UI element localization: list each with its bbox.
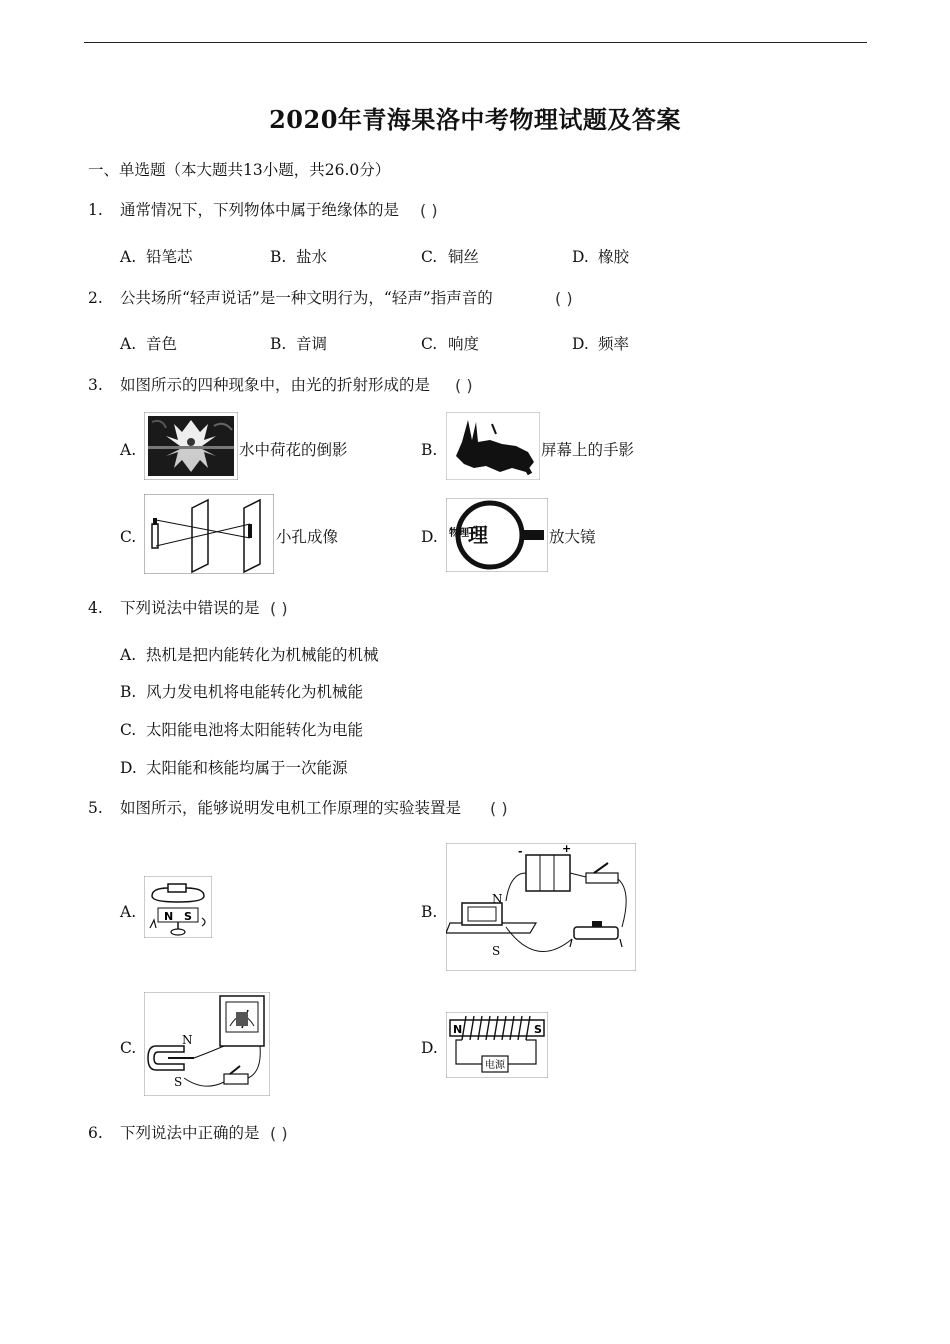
magnet-south-label: S (174, 1075, 183, 1089)
answer-paren: ( ) (420, 201, 438, 220)
q5-option-a-letter: A. (120, 903, 137, 921)
question-6-number: 6. (88, 1124, 103, 1142)
q1-option-d-letter: D. (572, 248, 589, 266)
section-heading: 一、单选题（本大题共13小题，共26.0分） (88, 161, 391, 179)
answer-paren: ( ) (270, 1124, 288, 1143)
needle-south-label: S (184, 910, 192, 923)
q3-option-c-letter: C. (120, 528, 137, 546)
answer-paren: ( ) (455, 376, 473, 395)
q1-option-c-letter: C. (421, 248, 438, 266)
battery-minus-label: - (518, 845, 523, 858)
q2-option-d-text: 频率 (598, 335, 630, 353)
question-5-stem: 如图所示，能够说明发电机工作原理的实验装置是 (120, 799, 462, 817)
q4-option-c-text: 太阳能电池将太阳能转化为电能 (146, 721, 364, 739)
question-2-stem: 公共场所“轻声说话”是一种文明行为，“轻声”指声音的 (120, 289, 493, 307)
q3-option-d-letter: D. (421, 528, 438, 546)
magnet-north-label: N (492, 892, 503, 906)
q4-option-b-letter: B. (120, 683, 137, 701)
q1-option-b-text: 盐水 (296, 248, 328, 266)
electromagnet-north-label: N (453, 1023, 463, 1036)
q3-option-d-text: 放大镜 (549, 528, 596, 546)
q2-option-b-text: 音调 (296, 335, 328, 353)
power-source-label: 电源 (485, 1060, 505, 1071)
q5-option-b-letter: B. (421, 903, 438, 921)
q1-option-b-letter: B. (270, 248, 287, 266)
question-3-stem: 如图所示的四种现象中，由光的折射形成的是 (120, 376, 431, 394)
question-6-stem: 下列说法中正确的是 (120, 1124, 260, 1142)
q3-option-c-text: 小孔成像 (276, 528, 339, 546)
header-rule (84, 42, 867, 43)
q3-option-a-letter: A. (120, 441, 137, 459)
electromagnet-image (446, 1012, 548, 1078)
oersted-experiment-image (144, 876, 212, 938)
q2-option-b-letter: B. (270, 335, 287, 353)
answer-paren: ( ) (555, 289, 573, 308)
q3-option-a-text: 水中荷花的倒影 (239, 441, 348, 459)
electromagnet-south-label: S (534, 1023, 542, 1036)
q1-option-d-text: 橡胶 (598, 248, 630, 266)
motor-experiment-image (446, 843, 636, 971)
q2-option-a-letter: A. (120, 335, 137, 353)
question-2-number: 2. (88, 289, 103, 307)
question-1-number: 1. (88, 201, 103, 219)
q4-option-d-text: 太阳能和核能均属于一次能源 (146, 759, 348, 777)
q4-option-c-letter: C. (120, 721, 137, 739)
q1-option-a-letter: A. (120, 248, 137, 266)
question-5-number: 5. (88, 799, 103, 817)
question-4-stem: 下列说法中错误的是 (120, 599, 260, 617)
q5-option-c-letter: C. (120, 1039, 137, 1057)
q1-option-a-text: 铅笔芯 (146, 248, 193, 266)
q4-option-a-text: 热机是把内能转化为机械能的机械 (146, 646, 379, 664)
q5-option-d-letter: D. (421, 1039, 438, 1057)
q4-option-a-letter: A. (120, 646, 137, 664)
question-1-stem: 通常情况下，下列物体中属于绝缘体的是 (120, 201, 400, 219)
q3-option-b-text: 屏幕上的手影 (541, 441, 635, 459)
q2-option-c-letter: C. (421, 335, 438, 353)
needle-north-label: N (164, 910, 174, 923)
q4-option-d-letter: D. (120, 759, 137, 777)
lotus-reflection-image (144, 412, 238, 480)
magnet-north-label: N (182, 1033, 193, 1047)
q2-option-c-text: 响度 (448, 335, 480, 353)
generator-experiment-image (144, 992, 270, 1096)
question-3-number: 3. (88, 376, 103, 394)
hand-shadow-image (446, 412, 540, 480)
magnet-south-label: S (492, 944, 501, 958)
q2-option-d-letter: D. (572, 335, 589, 353)
magnifier-large-text: 理 (468, 523, 488, 547)
question-4-number: 4. (88, 599, 103, 617)
q1-option-c-text: 铜丝 (448, 248, 480, 266)
answer-paren: ( ) (270, 599, 288, 618)
q4-option-b-text: 风力发电机将电能转化为机械能 (146, 683, 364, 701)
pinhole-camera-image (144, 494, 274, 574)
answer-paren: ( ) (490, 799, 508, 818)
document-title: 2020年青海果洛中考物理试题及答案 (269, 105, 681, 134)
magnifier-image (446, 498, 548, 572)
magnifier-small-text: 物理 (449, 528, 469, 539)
q2-option-a-text: 音色 (146, 335, 178, 353)
q3-option-b-letter: B. (421, 441, 438, 459)
battery-plus-label: + (562, 843, 572, 855)
